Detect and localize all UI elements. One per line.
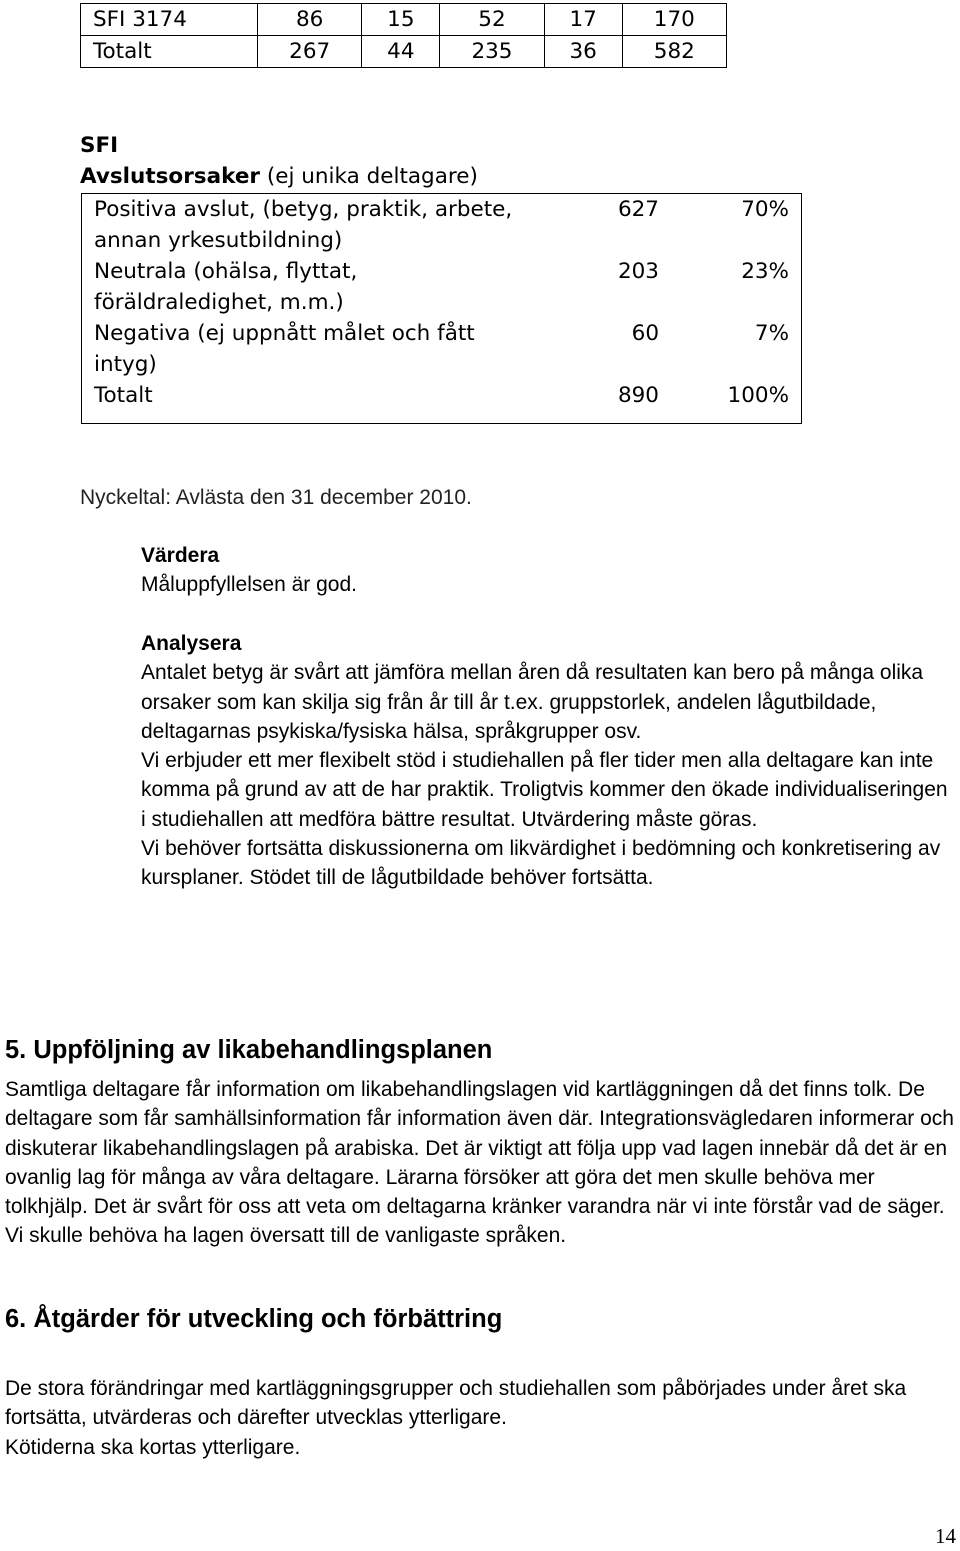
section-5-body: Samtliga deltagare får information om likabehandlingslagen vid kartläggningen då det finns tolk. De deltagare som får samhällsinformation får information även där. Integrationsvägledaren informerar och diskuterar likabehandlingslagen på arabiska. Det är viktigt att följa upp vad lagen innebär då det är en ovanlig lag för många av våra deltagare. Lärarna försöker att göra det men skulle behöva mer tolkhjälp. Det är svårt för oss att veta om deltagarna kränker varandra när vi inte förstår vad de säger. Vi skulle behöva ha lagen översatt till de vanligaste språken. (5, 1078, 954, 1248)
row-percent: 70% (741, 197, 789, 222)
row-count: 60 (631, 321, 659, 346)
row-count: 627 (617, 197, 659, 222)
vardera-block (141, 541, 357, 600)
nyckeltal-text: Nyckeltal: Avlästa den 31 december 2010. (80, 486, 472, 509)
sfi-title: SFI (80, 133, 119, 158)
table-row (82, 194, 802, 257)
stats-table-top (80, 3, 727, 68)
section-6-paragraph: De stora förändringar med kartläggningsgrupper och studiehallen som påbörjades under året ska fortsätta, utvärderas och därefter utvecklas ytterligare. (5, 1377, 907, 1430)
table-cell: 36 (544, 36, 622, 68)
analysera-heading: Analysera (141, 632, 242, 655)
table-cell: 52 (440, 4, 544, 36)
table-cell: 267 (258, 36, 362, 68)
table-cell: 235 (440, 36, 544, 68)
row-count: 890 (617, 383, 659, 408)
table-cell: 170 (622, 4, 726, 36)
analysera-paragraph: Antalet betyg är svårt att jämföra mellan åren då resultaten kan bero på många olika orsaker som kan skilja sig från år till år t.ex. gruppstorlek, andelen lågutbildade, deltagarnas psykiska/fysiska hälsa, språkgrupper osv. (141, 661, 924, 743)
table-row (82, 380, 802, 424)
table-cell: 582 (622, 36, 726, 68)
row-label: Negativa (ej uppnått målet och fått intyg) (94, 321, 475, 377)
row-percent: 100% (727, 383, 789, 408)
page-number: 14 (935, 1524, 956, 1548)
section-5-title: 5. Uppföljning av likabehandlingsplanen (5, 1036, 493, 1064)
table-cell: 86 (258, 4, 362, 36)
row-percent: 7% (754, 321, 789, 346)
table-cell: 44 (362, 36, 440, 68)
analysera-paragraph: Vi behöver fortsätta diskussionerna om likvärdighet i bedömning och konkretisering av kursplaner. Stödet till de lågutbildade behöver fortsätta. (141, 837, 941, 890)
analysera-paragraph: Vi erbjuder ett mer flexibelt stöd i studiehallen på fler tider men alla deltagare kan inte komma på grund av att de har praktik. Troligtvis kommer den ökade individualiseringen i studiehallen att medföra bättre resultat. Utvärdering måste göras. (141, 749, 948, 831)
row-label: Positiva avslut, (betyg, praktik, arbete, annan yrkesutbildning) (94, 197, 513, 253)
table-cell: 15 (362, 4, 440, 36)
vardera-heading: Värdera (141, 544, 220, 567)
sfi-subtitle: Avslutsorsaker (ej unika deltagare) (80, 164, 478, 189)
row-percent: 23% (741, 259, 789, 284)
table-cell: 17 (544, 4, 622, 36)
analysera-block (141, 629, 956, 893)
row-count: 203 (617, 259, 659, 284)
table-row (81, 36, 727, 68)
row-label: Neutrala (ohälsa, flyttat, föräldraledighet, m.m.) (94, 259, 358, 315)
section-6-title: 6. Åtgärder för utveckling och förbättring (5, 1305, 503, 1333)
table-row (82, 318, 802, 380)
section-6-body (5, 1374, 960, 1462)
avslutsorsaker-table (81, 193, 802, 424)
table-cell: SFI 3174 (81, 4, 258, 36)
table-cell: Totalt (81, 36, 258, 68)
sfi-heading (80, 130, 478, 192)
vardera-text: Måluppfyllelsen är god. (141, 573, 357, 597)
row-label: Totalt (94, 383, 153, 408)
table-row (81, 4, 727, 36)
table-row (82, 256, 802, 318)
section-6-paragraph: Kötiderna ska kortas ytterligare. (5, 1435, 301, 1459)
